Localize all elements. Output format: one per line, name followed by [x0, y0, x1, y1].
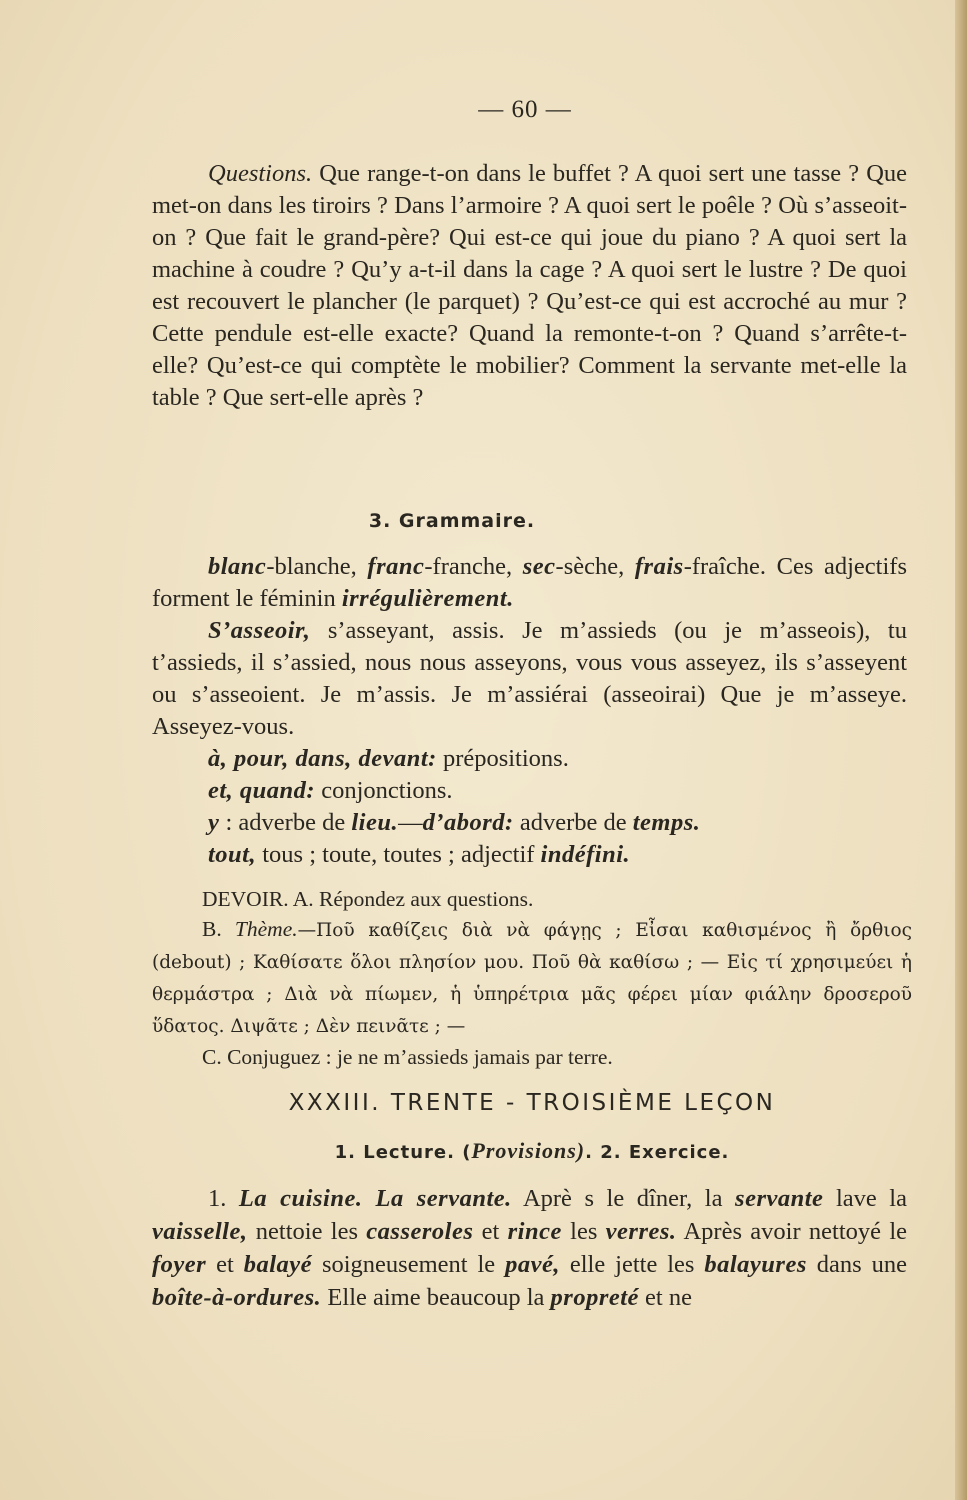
subtitle-provisions: Provisions)	[471, 1138, 586, 1163]
questions-label: Questions.	[208, 160, 313, 187]
text: tous ; toute, toutes ; adjectif	[256, 841, 541, 868]
word-tout: tout,	[208, 841, 257, 868]
text: -blanche,	[266, 553, 368, 580]
reading-word: pavé,	[505, 1251, 560, 1278]
word-indefini: indéfini.	[540, 841, 631, 868]
text: Elle aime beaucoup la	[321, 1284, 551, 1311]
word-sec: sec	[522, 553, 556, 580]
subtitle-part: 1. Lecture. (	[334, 1142, 472, 1163]
questions-paragraph	[152, 158, 907, 414]
subtitle-part: . 2. Exercice.	[585, 1142, 730, 1163]
reading-paragraph	[152, 1182, 907, 1314]
reading-word: balayures	[704, 1251, 807, 1278]
text: adverbe de	[513, 809, 633, 836]
text: -sèche,	[555, 553, 635, 580]
text: soigneusement le	[312, 1251, 506, 1278]
text: lave la	[823, 1185, 907, 1212]
grammar-line-adverbes	[152, 807, 907, 839]
grammar-line-prepositions	[152, 743, 907, 775]
conjonctions-words: et, quand:	[208, 777, 316, 804]
devoir-a: DEVOIR. A. Répondez aux questions.	[202, 887, 534, 911]
text: et	[473, 1218, 508, 1245]
word-irregulierement: irrégulièrement.	[341, 585, 514, 612]
lesson-subtitle	[152, 1138, 912, 1164]
reading-word: casseroles	[366, 1218, 474, 1245]
reading-word: La cuisine. La servante.	[238, 1185, 512, 1212]
reading-word: verres.	[605, 1218, 677, 1245]
word-franc: franc	[367, 553, 425, 580]
page-number: — 60 —	[478, 96, 572, 123]
text: dans une	[806, 1251, 907, 1278]
prepositions-words: à, pour, dans, devant:	[208, 745, 437, 772]
questions-text: Que range-t-on dans le buffet ? A quoi sert une tasse ? Que met-on dans les tiroirs ? Dans l’armoire ? A quoi sert le poêle ? Où s’asseoit-on ? Que fait le grand-père? Qui est-ce qui joue du piano ? A quoi sert la machine à coudre ? Qu’y a-t-il dans la cage ? A quoi sert le lustre ? De quoi est recouvert le plancher (le parquet) ? Qu’est-ce qui est accroché au mur ? Cette pendule est-elle exacte? Quand la remonte-t-on ? Quand s’arrête-t-elle? Qu’est-ce qui comptète le mobilier? Comment la servante met-elle la table ? Que sert-elle après ?	[152, 160, 908, 411]
text: —	[398, 809, 423, 836]
devoir-b-theme: Thème.	[234, 917, 298, 941]
devoir-b-greek: —Ποῦ καθίζεις διὰ νὰ φάγῃς ; Εἶσαι καθισμένος ἢ ὄρθιος (debout) ; Καθίσατε ὅλοι πλησίον μου. Ποῦ θὰ καθίσω ; — Εἰς τί χρησιμεύει ἡ θερμάστρα ; Διὰ νὰ πίωμεν, ἡ ὑπηρέτρια μᾶς φέρει μίαν φιάλην δροσεροῦ ὕδατος. Διψᾶτε ; Δὲν πεινᾶτε ; —	[152, 920, 912, 1037]
reading-word: boîte-à-ordures.	[152, 1284, 322, 1311]
reading-word: foyer	[152, 1251, 207, 1278]
word-blanc: blanc	[208, 553, 267, 580]
word-temps: temps.	[632, 809, 701, 836]
text: conjonctions.	[315, 777, 453, 804]
text: s’asseyant, assis. Je m’assieds (ou je m’asseois), tu t’assieds, il s’assied, nous nous asseyons, vous vous asseyez, ils s’asseyent ou s’asseoient. Je m’assis. Je m’assiérai (asseoirai) Que je m’asseye. Asseyez-vous.	[152, 617, 907, 740]
lesson-title: XXXIII. TRENTE - TROISIÈME LEÇON	[288, 1090, 776, 1116]
reading-word: propreté	[550, 1284, 639, 1311]
grammar-heading: 3. Grammaire.	[368, 510, 536, 532]
text: et	[206, 1251, 244, 1278]
devoir-b	[152, 914, 912, 1042]
grammar-line-tout	[152, 839, 907, 871]
devoir-section	[152, 884, 912, 1072]
reading-word: servante	[735, 1185, 824, 1212]
word-sasseoir: S’asseoir,	[208, 617, 311, 644]
text: prépositions.	[436, 745, 569, 772]
page-edge	[955, 0, 967, 1500]
text: les	[561, 1218, 606, 1245]
word-lieu: lieu.	[351, 809, 399, 836]
reading-word: balayé	[243, 1251, 313, 1278]
grammar-section	[152, 551, 907, 871]
text: et ne	[638, 1284, 692, 1311]
reading-word: vaisselle,	[152, 1218, 248, 1245]
text: -fraîche. Ces adjectifs forment le féminin	[152, 553, 907, 612]
reading-word: rince	[507, 1218, 562, 1245]
text: nettoie les	[247, 1218, 367, 1245]
word-dabord: d’abord:	[422, 809, 514, 836]
word-y: y	[208, 809, 220, 836]
grammar-line-adjectives	[152, 551, 907, 615]
word-frais: frais	[634, 553, 684, 580]
grammar-line-asseoir	[152, 615, 907, 743]
grammar-line-conjonctions	[152, 775, 907, 807]
text: elle jette les	[559, 1251, 705, 1278]
text: : adverbe de	[219, 809, 352, 836]
text: -franche,	[424, 553, 523, 580]
reading-number: 1.	[208, 1185, 239, 1212]
text: Après avoir nettoyé le	[676, 1218, 908, 1245]
text: Aprè s le dîner, la	[511, 1185, 736, 1212]
devoir-b-label: B.	[202, 917, 235, 941]
devoir-c: C. Conjuguez : je ne m’assieds jamais par terre.	[202, 1045, 613, 1069]
